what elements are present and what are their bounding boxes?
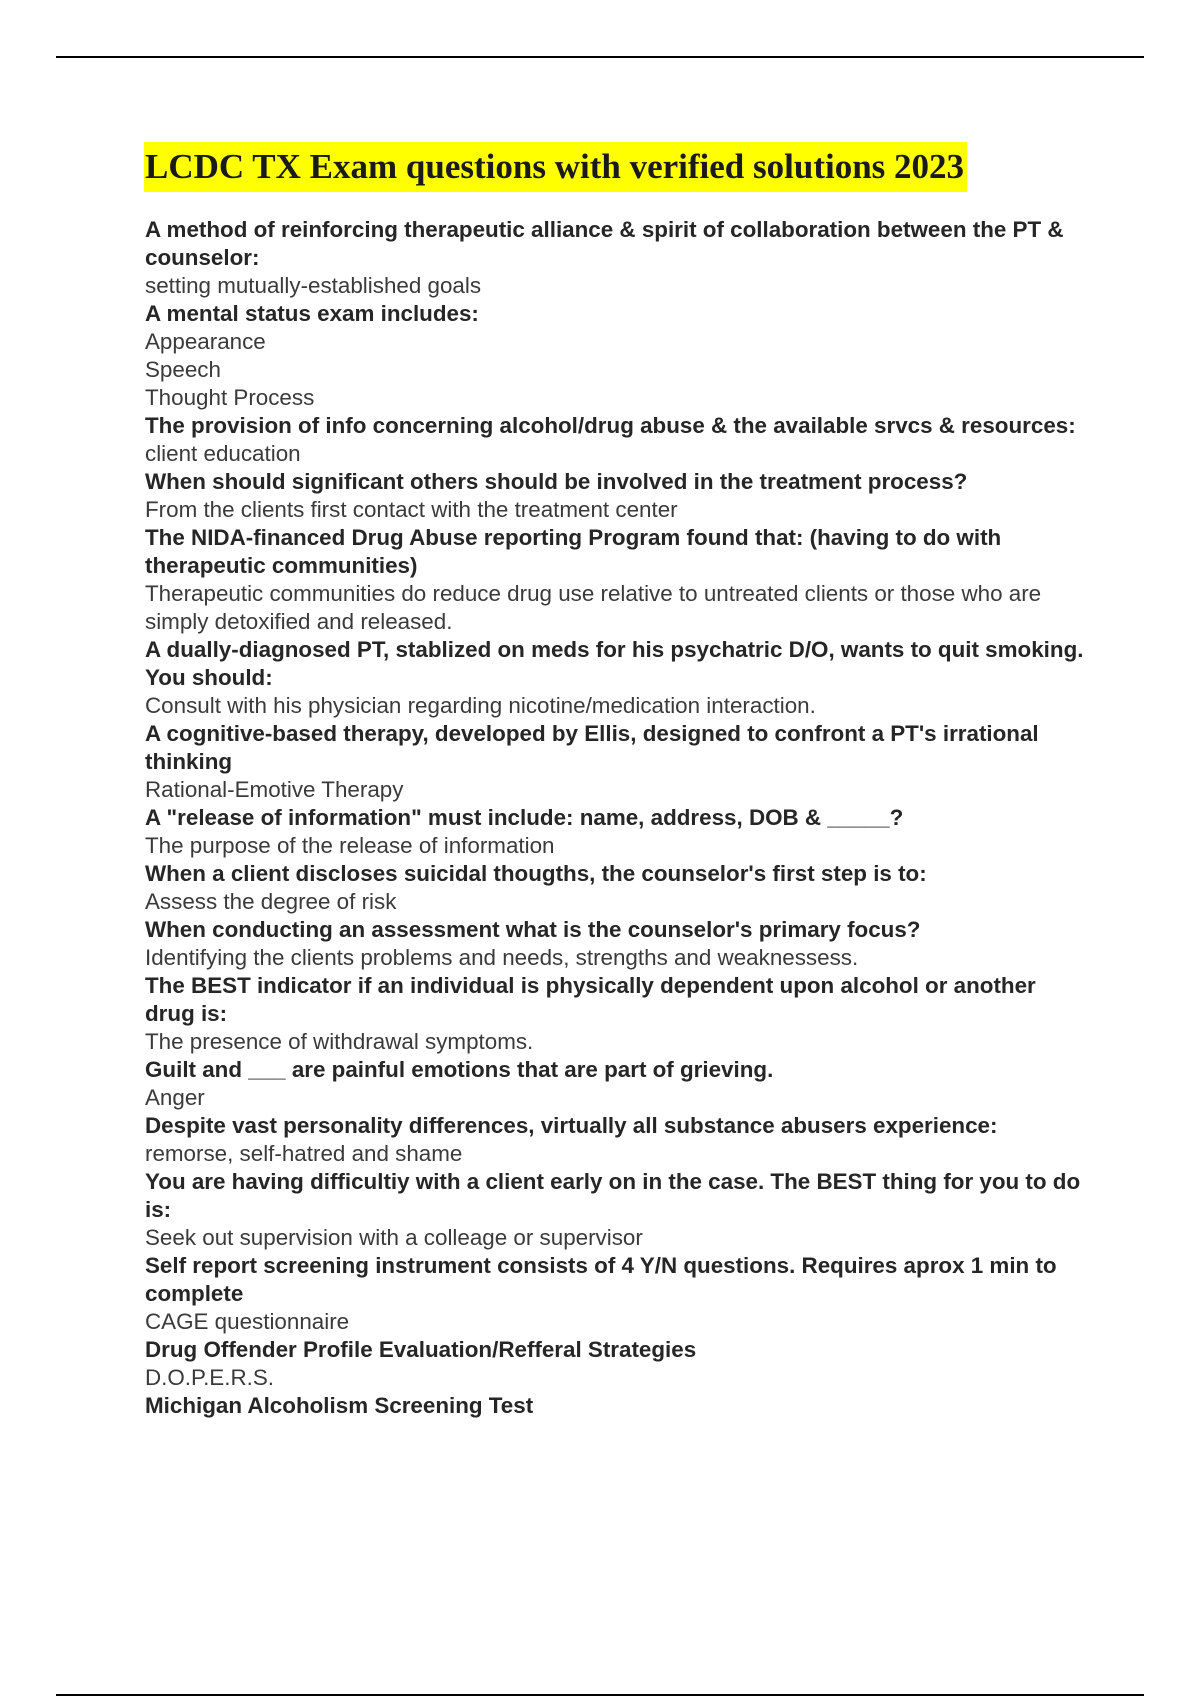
question-text: A method of reinforcing therapeutic alliance & spirit of collaboration between the PT & counselor: — [145, 217, 1064, 270]
answer-text: Consult with his physician regarding nicotine/medication interaction. — [145, 693, 816, 718]
answer-text: Anger — [145, 1085, 205, 1110]
question-text: Guilt and ___ are painful emotions that are part of grieving. — [145, 1057, 774, 1082]
answer-text: D.O.P.E.R.S. — [145, 1365, 274, 1390]
answer-text: Speech — [145, 357, 221, 382]
question-text: Drug Offender Profile Evaluation/Refferal Strategies — [145, 1337, 697, 1362]
question-text: The BEST indicator if an individual is physically dependent upon alcohol or another drug is: — [145, 973, 1036, 1026]
answer-text: remorse, self-hatred and shame — [145, 1141, 463, 1166]
question-text: A "release of information" must include: name, address, DOB & _____? — [145, 805, 904, 830]
answer-text: The presence of withdrawal symptoms. — [145, 1029, 534, 1054]
document-title: LCDC TX Exam questions with verified solutions 2023 — [144, 142, 967, 192]
question-text: The provision of info concerning alcohol/drug abuse & the available srvcs & resources: — [145, 413, 1076, 438]
answer-text: From the clients first contact with the treatment center — [145, 497, 678, 522]
answer-text: Thought Process — [145, 385, 315, 410]
question-text: Despite vast personality differences, virtually all substance abusers experience: — [145, 1113, 998, 1138]
question-text: You are having difficultiy with a client early on in the case. The BEST thing for you to do is: — [145, 1169, 1081, 1222]
answer-text: The purpose of the release of information — [145, 833, 555, 858]
title-block — [144, 142, 967, 192]
answer-text: Assess the degree of risk — [145, 889, 397, 914]
question-text: When conducting an assessment what is the counselor's primary focus? — [145, 917, 921, 942]
answer-text: Therapeutic communities do reduce drug use relative to untreated clients or those who are simply detoxified and released. — [145, 581, 1042, 634]
answer-text: Rational-Emotive Therapy — [145, 777, 404, 802]
question-text: When a client discloses suicidal thougths, the counselor's first step is to: — [145, 861, 927, 886]
top-divider — [56, 56, 1144, 58]
question-text: A cognitive-based therapy, developed by Ellis, designed to confront a PT's irrational thinking — [145, 721, 1039, 774]
bottom-divider — [56, 1694, 1144, 1696]
answer-text: Identifying the clients problems and needs, strengths and weaknessess. — [145, 945, 859, 970]
answer-text: Appearance — [145, 329, 266, 354]
question-text: A dually-diagnosed PT, stablized on meds for his psychatric D/O, wants to quit smoking. You should: — [145, 637, 1084, 690]
question-text: Michigan Alcoholism Screening Test — [145, 1393, 534, 1418]
question-text: When should significant others should be involved in the treatment process? — [145, 469, 968, 494]
question-text: The NIDA-financed Drug Abuse reporting Program found that: (having to do with therapeutic communities) — [145, 525, 1002, 578]
answer-text: CAGE questionnaire — [145, 1309, 350, 1334]
qa-list — [145, 216, 1085, 1420]
answer-text: client education — [145, 441, 301, 466]
question-text: Self report screening instrument consists of 4 Y/N questions. Requires aprox 1 min to complete — [145, 1253, 1057, 1306]
answer-text: setting mutually-established goals — [145, 273, 482, 298]
question-text: A mental status exam includes: — [145, 301, 479, 326]
answer-text: Seek out supervision with a colleage or supervisor — [145, 1225, 643, 1250]
